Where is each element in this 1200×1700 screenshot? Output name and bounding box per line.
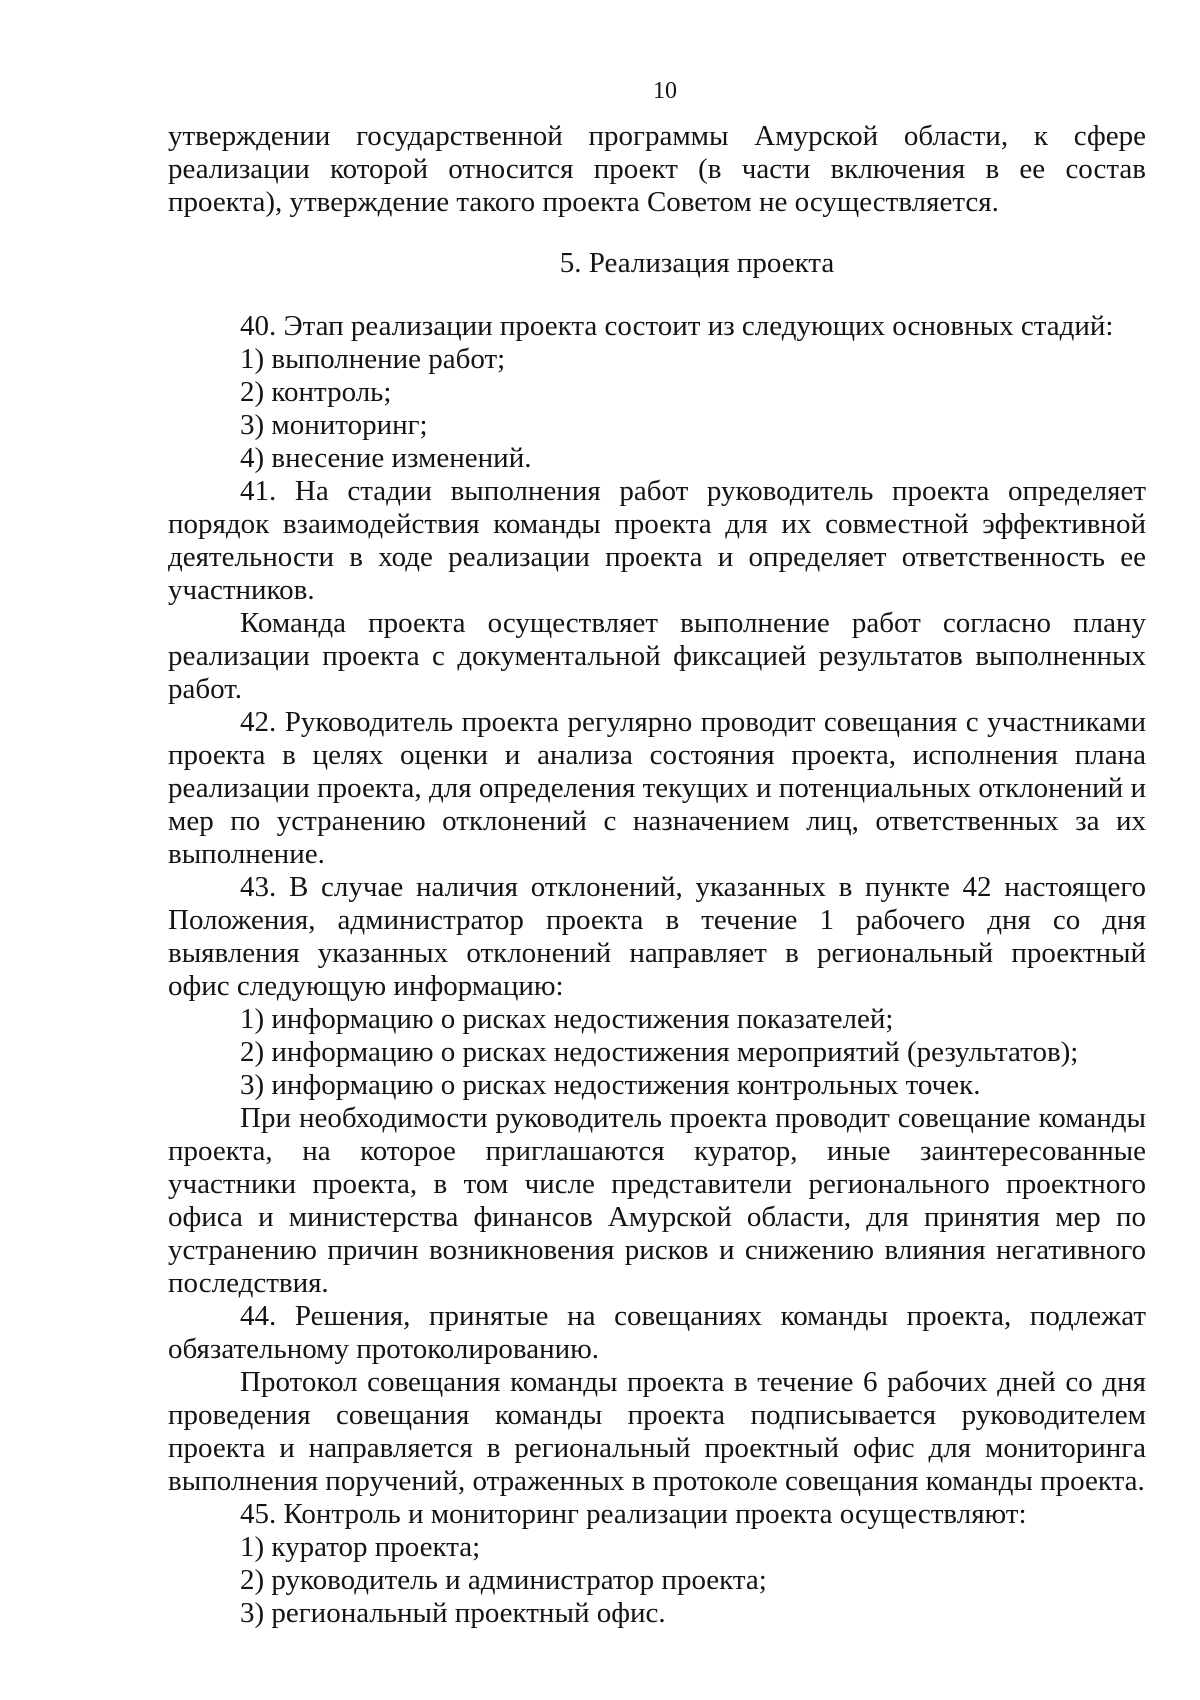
list-item: 3) информацию о рисках недостижения контрольных точек.: [240, 1069, 981, 1101]
paragraph-41-continued: Команда проекта осуществляет выполнение работ согласно плану реализации проекта с документальной фиксацией результатов выполненных работ.: [168, 607, 1146, 705]
paragraph-40: 40. Этап реализации проекта состоит из следующих основных стадий:: [240, 310, 1114, 342]
page-number: 10: [653, 78, 677, 104]
paragraph-43: 43. В случае наличия отклонений, указанных в пункте 42 настоящего Положения, администратор проекта в течение 1 рабочего дня со дня выявления указанных отклонений направляет в региональный проектный офис следующую информацию:: [168, 871, 1146, 1002]
paragraph-45: 45. Контроль и мониторинг реализации проекта осуществляют:: [240, 1498, 1027, 1530]
paragraph-41: 41. На стадии выполнения работ руководитель проекта определяет порядок взаимодействия команды проекта для их совместной эффективной деятельности в ходе реализации проекта и определяет ответственность ее участников.: [168, 475, 1146, 606]
list-item: 1) куратор проекта;: [240, 1531, 481, 1563]
list-item: 3) региональный проектный офис.: [240, 1597, 666, 1629]
section-title: 5. Реализация проекта: [559, 247, 835, 279]
paragraph-44: 44. Решения, принятые на совещаниях команды проекта, подлежат обязательному протоколированию.: [168, 1300, 1146, 1365]
intro-paragraph: утверждении государственной программы Амурской области, к сфере реализации которой относится проект (в части включения в ее состав проекта), утверждение такого проекта Советом не осуществляется.: [168, 120, 1146, 218]
paragraph-44-continued: Протокол совещания команды проекта в течение 6 рабочих дней со дня проведения совещания команды проекта подписывается руководителем проекта и направляется в региональный проектный офис для мониторинга выполнения поручений, отраженных в протоколе совещания команды проекта.: [168, 1366, 1146, 1497]
paragraph-43-continued: При необходимости руководитель проекта проводит совещание команды проекта, на которое приглашаются куратор, иные заинтересованные участники проекта, в том числе представители регионального проектного офиса и министерства финансов Амурской области, для принятия мер по устранению причин возникновения рисков и снижению влияния негативного последствия.: [168, 1102, 1146, 1299]
list-item: 2) контроль;: [240, 376, 392, 408]
document-body: [168, 120, 1146, 1630]
list-item: 1) информацию о рисках недостижения показателей;: [240, 1003, 894, 1035]
list-item: 1) выполнение работ;: [240, 343, 506, 375]
list-item: 3) мониторинг;: [240, 409, 428, 441]
list-item: 4) внесение изменений.: [240, 442, 532, 474]
list-item: 2) информацию о рисках недостижения мероприятий (результатов);: [240, 1036, 1079, 1068]
list-item: 2) руководитель и администратор проекта;: [240, 1564, 767, 1596]
paragraph-42: 42. Руководитель проекта регулярно проводит совещания с участниками проекта в целях оценки и анализа состояния проекта, исполнения плана реализации проекта, для определения текущих и потенциальных отклонений и мер по устранению отклонений с назначением лиц, ответственных за их выполнение.: [168, 706, 1146, 870]
